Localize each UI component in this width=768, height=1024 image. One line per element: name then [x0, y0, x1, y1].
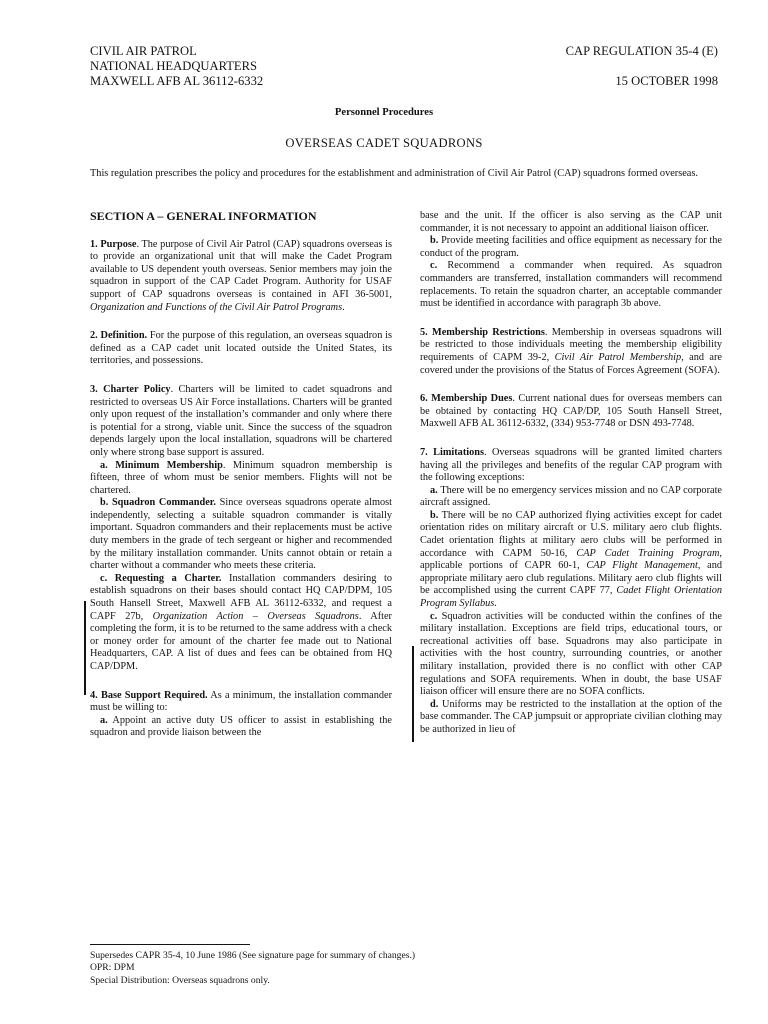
header-organization: [90, 44, 263, 89]
paragraph-3c-label: c.: [100, 572, 108, 584]
footnotes: [90, 950, 415, 987]
paragraph-4a-continued: base and the unit. If the officer is also serving as the CAP unit commander, it is not necessary to appoint an additional liaison officer.: [420, 210, 722, 234]
paragraph-7b-text: There will be no CAP authorized flying activities except for cadet orientation rides on military aircraft or U.S. military aero club flights. Cadet orientation flights at military aero clubs will be performed in accordance with CAPM 50-16,: [420, 509, 722, 559]
paragraph-3b-text: Since overseas squadrons operate almost independently, selecting a suitable squadron commander is vitally important. Squadron commanders and their replacements must be active duty members in the grade of tech sergeant or higher and recommended by the military installation commander. Units cannot obtain or retain a charter without a commander who meets these criteria.: [90, 497, 393, 572]
paragraph-3c-heading: Requesting a Charter.: [114, 572, 222, 584]
paragraph-7-heading: 7. Limitations: [420, 446, 485, 458]
paragraph-4a-text: Appoint an active duty US officer to assist in establishing the squadron and provide liaison between the: [90, 714, 392, 739]
paragraph-7a: [420, 485, 722, 510]
paragraph-4-heading: 4. Base Support Required.: [90, 689, 208, 701]
paragraph-7b-text-2: , applicable portions of CAPR 60-1,: [420, 547, 722, 572]
paragraph-4c-text: Recommend a commander when required. As squadron commanders are transferred, installation commanders will recommend replacements. To retain the squadron charter, an acceptable commander must be identified in accordance with paragraph 3b above.: [420, 260, 722, 310]
paragraph-7b-reference-3: Cadet Flight Orientation Program Syllabus: [420, 585, 723, 610]
paragraph-7d: [420, 699, 722, 737]
org-line-1: CIVIL AIR PATROL: [90, 44, 197, 58]
paragraph-7c-label: c.: [430, 610, 438, 622]
regulation-number: CAP REGULATION 35-4 (E): [565, 44, 718, 58]
distribution-note: Special Distribution: Overseas squadrons only.: [90, 974, 270, 986]
paragraph-3-heading: 3. Charter Policy: [90, 383, 171, 395]
org-line-2: NATIONAL HEADQUARTERS: [90, 59, 258, 73]
change-bar-right: [412, 646, 414, 742]
paragraph-5-text: . Membership in overseas squadrons will be restricted to those individuals meeting the membership eligibility requirements of CAPM 39-2,: [420, 326, 722, 363]
paragraph-2-heading: 2. Definition.: [90, 330, 148, 342]
paragraph-4a: [90, 715, 392, 740]
paragraph-3a: [90, 460, 392, 498]
paragraph-3c-text: Installation commanders desiring to establish squadrons on their bases should contact HQ CAP/DPM, 105 South Hansell Street, Maxwell AFB AL 36112-6332, and request a CAPF 27b,: [90, 572, 392, 622]
paragraph-7b-reference-2: CAP Flight Management: [586, 560, 698, 572]
paragraph-7b: [420, 510, 722, 611]
paragraph-3-text: . Charters will be limited to cadet squadrons and restricted to overseas US Air Force installations. Charters will be granted only upon request of the installation’s commander and only where there is potential for a strong, viable unit. Since the success of the squadron depends largely upon the local installation, squadrons will be chartered only where strong base support is assured.: [90, 383, 393, 458]
paragraph-3a-heading: Minimum Membership: [115, 459, 223, 471]
paragraph-4c: [420, 260, 722, 310]
org-line-3: MAXWELL AFB AL 36112-6332: [90, 74, 264, 88]
paragraph-1-end: .: [342, 301, 345, 313]
header-regulation: [566, 44, 718, 89]
paragraph-3c-form-title: Organization Action – Overseas Squadrons: [152, 610, 359, 622]
paragraph-7b-end: .: [494, 598, 497, 610]
paragraph-4b-label: b.: [430, 235, 439, 247]
paragraph-1-heading: 1. Purpose: [90, 238, 137, 250]
paragraph-7d-text: Uniforms may be restricted to the installation at the option of the base commander. The CAP jumpsuit or appropriate civilian clothing may be authorized in lieu of: [420, 698, 722, 735]
change-bar-left: [84, 601, 86, 695]
supersedes-note: Supersedes CAPR 35-4, 10 June 1986 (See signature page for summary of changes.): [90, 950, 416, 961]
paragraph-7c: [420, 611, 722, 699]
paragraph-7c-text: Squadron activities will be conducted within the confines of the military installation. Exceptions are field trips, educational tours, or recreational activities off base. Squadrons may also participate in activities with the host country, surrounding countries, or another military installation, provided there is no conflict with other CAP regulations and SOFA requirements. When in doubt, the base USAF liaison officer will ensure there are no SOFA conflicts.: [420, 610, 722, 698]
paragraph-5-end: , and are covered under the provisions of the Status of Forces Agreement (SOFA).: [420, 351, 722, 376]
paragraph-5-reference: Civil Air Patrol Membership: [554, 351, 682, 363]
paragraph-7b-reference-1: CAP Cadet Training Program: [576, 547, 720, 559]
paragraph-3b: [90, 497, 392, 573]
footnote-rule: [90, 944, 250, 945]
paragraph-1-text: . The purpose of Civil Air Patrol (CAP) squadrons overseas is to provide an organizational unit that will make the Cadet Program available to US dependent youth overseas. Senior members may join the squadron in support of the CAP Cadet Program. Authority for USAF support of CAP squadrons overseas is contained in AFI 36-5001,: [90, 238, 392, 300]
right-column: [420, 210, 722, 737]
paragraph-3b-label: b.: [100, 497, 109, 509]
paragraph-3a-label: a.: [100, 459, 108, 471]
paragraph-7b-text-3: , and appropriate military aero club regulations. Military aero club flights will be accomplished using the current CAPF 77,: [420, 560, 723, 597]
paragraph-7a-label: a.: [430, 484, 438, 496]
paragraph-4b-text: Provide meeting facilities and office equipment as necessary for the conduct of the program.: [420, 235, 722, 259]
paragraph-5-heading: 5. Membership Restrictions: [420, 326, 545, 338]
paragraph-4c-label: c.: [430, 260, 438, 272]
paragraph-3a-text: . Minimum squadron membership is fifteen, three of whom must be senior members. Flights will not be chartered.: [90, 459, 392, 496]
paragraph-7-text: . Overseas squadrons will be granted limited charters having all the privileges and benefits of the regular CAP program with the following exceptions:: [420, 446, 722, 484]
paragraph-4b: [420, 235, 722, 260]
paragraph-6: [420, 393, 722, 431]
paragraph-7d-label: d.: [430, 698, 439, 710]
paragraph-7a-text: There will be no emergency services mission and no CAP corporate aircraft assigned.: [420, 484, 722, 509]
opr-note: OPR: DPM: [90, 962, 135, 974]
series-title: Personnel Procedures: [334, 107, 434, 118]
paragraph-6-heading: 6. Membership Dues: [420, 393, 513, 405]
paragraph-5: [420, 327, 722, 377]
paragraph-3c-end: . After completing the form, it is to be returned to the same address with a check or money order for amount of the charter fee made out to National Headquarters, CAP. A list of dues and fees can be obtained from HQ CAP/DPM.: [90, 610, 392, 672]
paragraph-7b-label: b.: [430, 509, 439, 521]
paragraph-4-text: As a minimum, the installation commander must be willing to:: [90, 689, 393, 714]
paragraph-2: [90, 330, 392, 368]
left-column: [90, 210, 392, 740]
paragraph-3: [90, 384, 392, 460]
page-title: OVERSEAS CADET SQUADRONS: [285, 136, 483, 150]
paragraph-4: [90, 690, 392, 715]
paragraph-1: [90, 239, 392, 315]
regulation-date: 15 OCTOBER 1998: [615, 74, 718, 88]
paragraph-4a-label: a.: [100, 714, 108, 726]
paragraph-7: [420, 447, 722, 485]
intro-paragraph: This regulation prescribes the policy and procedures for the establishment and administration of Civil Air Patrol (CAP) squadrons formed overseas.: [90, 168, 698, 179]
paragraph-3b-heading: Squadron Commander.: [111, 497, 217, 509]
paragraph-2-text: For the purpose of this regulation, an overseas squadron is defined as a CAP cadet unit located outside the United States, its territories, and possessions.: [90, 330, 393, 367]
paragraph-3c: [90, 573, 392, 674]
paragraph-6-text: . Current national dues for overseas members can be obtained by contacting HQ CAP/DP, 105 South Hansell Street, Maxwell AFB AL 36112-6332, (334) 953-7748 or DSN 493-7748.: [420, 393, 722, 430]
paragraph-1-reference: Organization and Functions of the Civil Air Patrol Programs: [90, 301, 343, 313]
section-heading: SECTION A – GENERAL INFORMATION: [90, 209, 317, 223]
